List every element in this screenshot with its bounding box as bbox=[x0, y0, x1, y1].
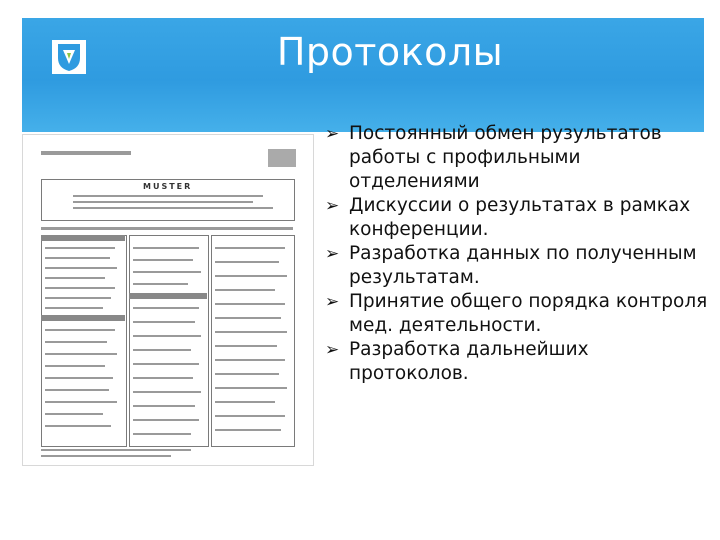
arrow-bullet-icon: ➢ bbox=[325, 340, 340, 360]
bullet-list bbox=[325, 122, 710, 386]
document-heading: MUSTER bbox=[143, 182, 193, 191]
bullet-item: ➢ Разработка дальнейших протоколов. bbox=[325, 339, 589, 384]
emblem-icon bbox=[52, 40, 86, 74]
arrow-bullet-icon: ➢ bbox=[325, 124, 340, 144]
slide-title: Протоколы bbox=[276, 30, 504, 74]
bullet-item: ➢ Принятие общего порядка контроля мед. деятельности. bbox=[325, 291, 708, 336]
bullet-item: ➢ Разработка данных по полученным результатам. bbox=[325, 243, 697, 288]
arrow-bullet-icon: ➢ bbox=[325, 292, 340, 312]
arrow-bullet-icon: ➢ bbox=[325, 244, 340, 264]
bullet-item: ➢ Постоянный обмен рузультатов работы с профильными отделениями bbox=[325, 123, 662, 192]
bullet-item: ➢ Дискуссии о результатах в рамках конференции. bbox=[325, 195, 691, 240]
document-image bbox=[22, 134, 314, 466]
arrow-bullet-icon: ➢ bbox=[325, 196, 340, 216]
